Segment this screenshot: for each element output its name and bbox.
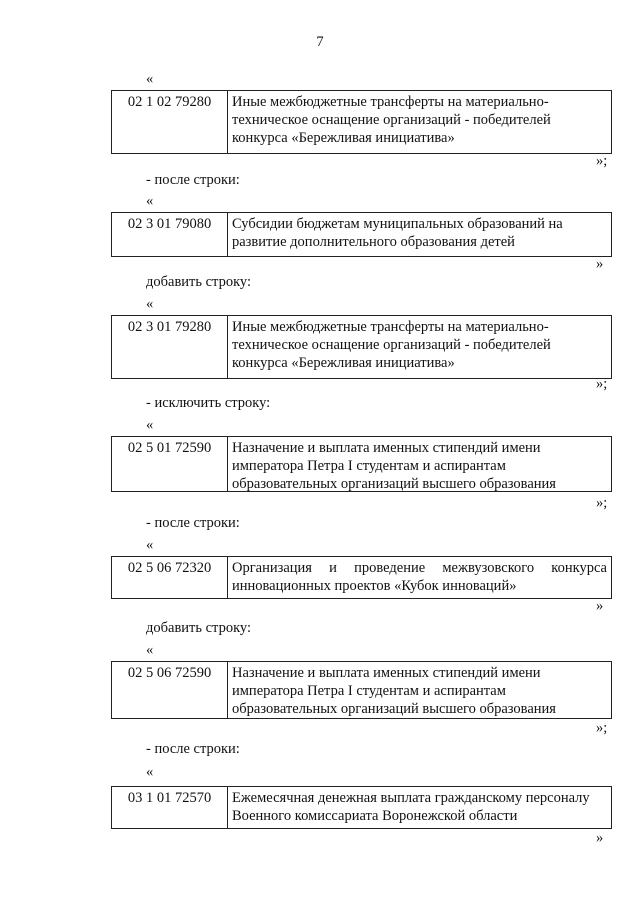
row-description (228, 437, 611, 491)
close-quote: » (596, 598, 604, 614)
description-line: конкурса «Бережливая инициатива» (232, 355, 455, 371)
row-description (228, 662, 611, 718)
description-line: императора Петра I студентам и аспирантам (232, 458, 506, 474)
description-line: образовательных организаций высшего образования (232, 701, 556, 717)
budget-code: 02 3 01 79280 (112, 316, 228, 378)
close-quote: » (596, 256, 604, 272)
instruction-text: - после строки: (146, 741, 240, 757)
description-line: императора Петра I студентам и аспирантам (232, 683, 506, 699)
table-row (111, 212, 612, 257)
budget-code: 02 5 06 72320 (112, 557, 228, 598)
table-row (111, 661, 612, 719)
description-line: техническое оснащение организаций - победителей (232, 112, 551, 128)
row-description (228, 316, 611, 378)
open-quote: « (146, 71, 154, 87)
description-line: Субсидии бюджетам муниципальных образований на (232, 216, 563, 232)
close-quote: »; (596, 153, 608, 169)
instruction-text: добавить строку: (146, 274, 251, 290)
table-row (111, 315, 612, 379)
page-number: 7 (316, 34, 324, 50)
table-row (111, 556, 612, 599)
row-description (228, 213, 611, 256)
close-quote: »; (596, 495, 608, 511)
row-description (228, 557, 611, 598)
open-quote: « (146, 642, 154, 658)
budget-code: 02 5 01 72590 (112, 437, 228, 491)
description-line: Назначение и выплата именных стипендий имени (232, 440, 541, 456)
description-line: конкурса «Бережливая инициатива» (232, 130, 455, 146)
open-quote: « (146, 537, 154, 553)
description-line: Организация и проведение межвузовского конкурса (232, 560, 607, 576)
budget-code: 02 5 06 72590 (112, 662, 228, 718)
table-row (111, 786, 612, 829)
budget-code: 02 3 01 79080 (112, 213, 228, 256)
description-line: образовательных организаций высшего образования (232, 476, 556, 492)
row-description (228, 787, 611, 828)
description-line: Иные межбюджетные трансферты на материально- (232, 94, 549, 110)
description-line: Ежемесячная денежная выплата гражданскому персоналу (232, 790, 590, 806)
description-line: Иные межбюджетные трансферты на материально- (232, 319, 549, 335)
open-quote: « (146, 296, 154, 312)
open-quote: « (146, 764, 154, 780)
instruction-text: - исключить строку: (146, 395, 271, 411)
description-line: техническое оснащение организаций - победителей (232, 337, 551, 353)
description-line: развитие дополнительного образования детей (232, 234, 515, 250)
budget-code: 02 1 02 79280 (112, 91, 228, 153)
table-row (111, 436, 612, 492)
instruction-text: добавить строку: (146, 620, 251, 636)
table-row (111, 90, 612, 154)
instruction-text: - после строки: (146, 172, 240, 188)
close-quote: » (596, 830, 604, 846)
row-description (228, 91, 611, 153)
open-quote: « (146, 193, 154, 209)
instruction-text: - после строки: (146, 515, 240, 531)
description-line: Военного комиссариата Воронежской области (232, 808, 518, 824)
budget-code: 03 1 01 72570 (112, 787, 228, 828)
description-line: Назначение и выплата именных стипендий имени (232, 665, 541, 681)
description-line: инновационных проектов «Кубок инноваций» (232, 578, 517, 594)
close-quote: »; (596, 720, 608, 736)
close-quote: »; (596, 376, 608, 392)
open-quote: « (146, 417, 154, 433)
